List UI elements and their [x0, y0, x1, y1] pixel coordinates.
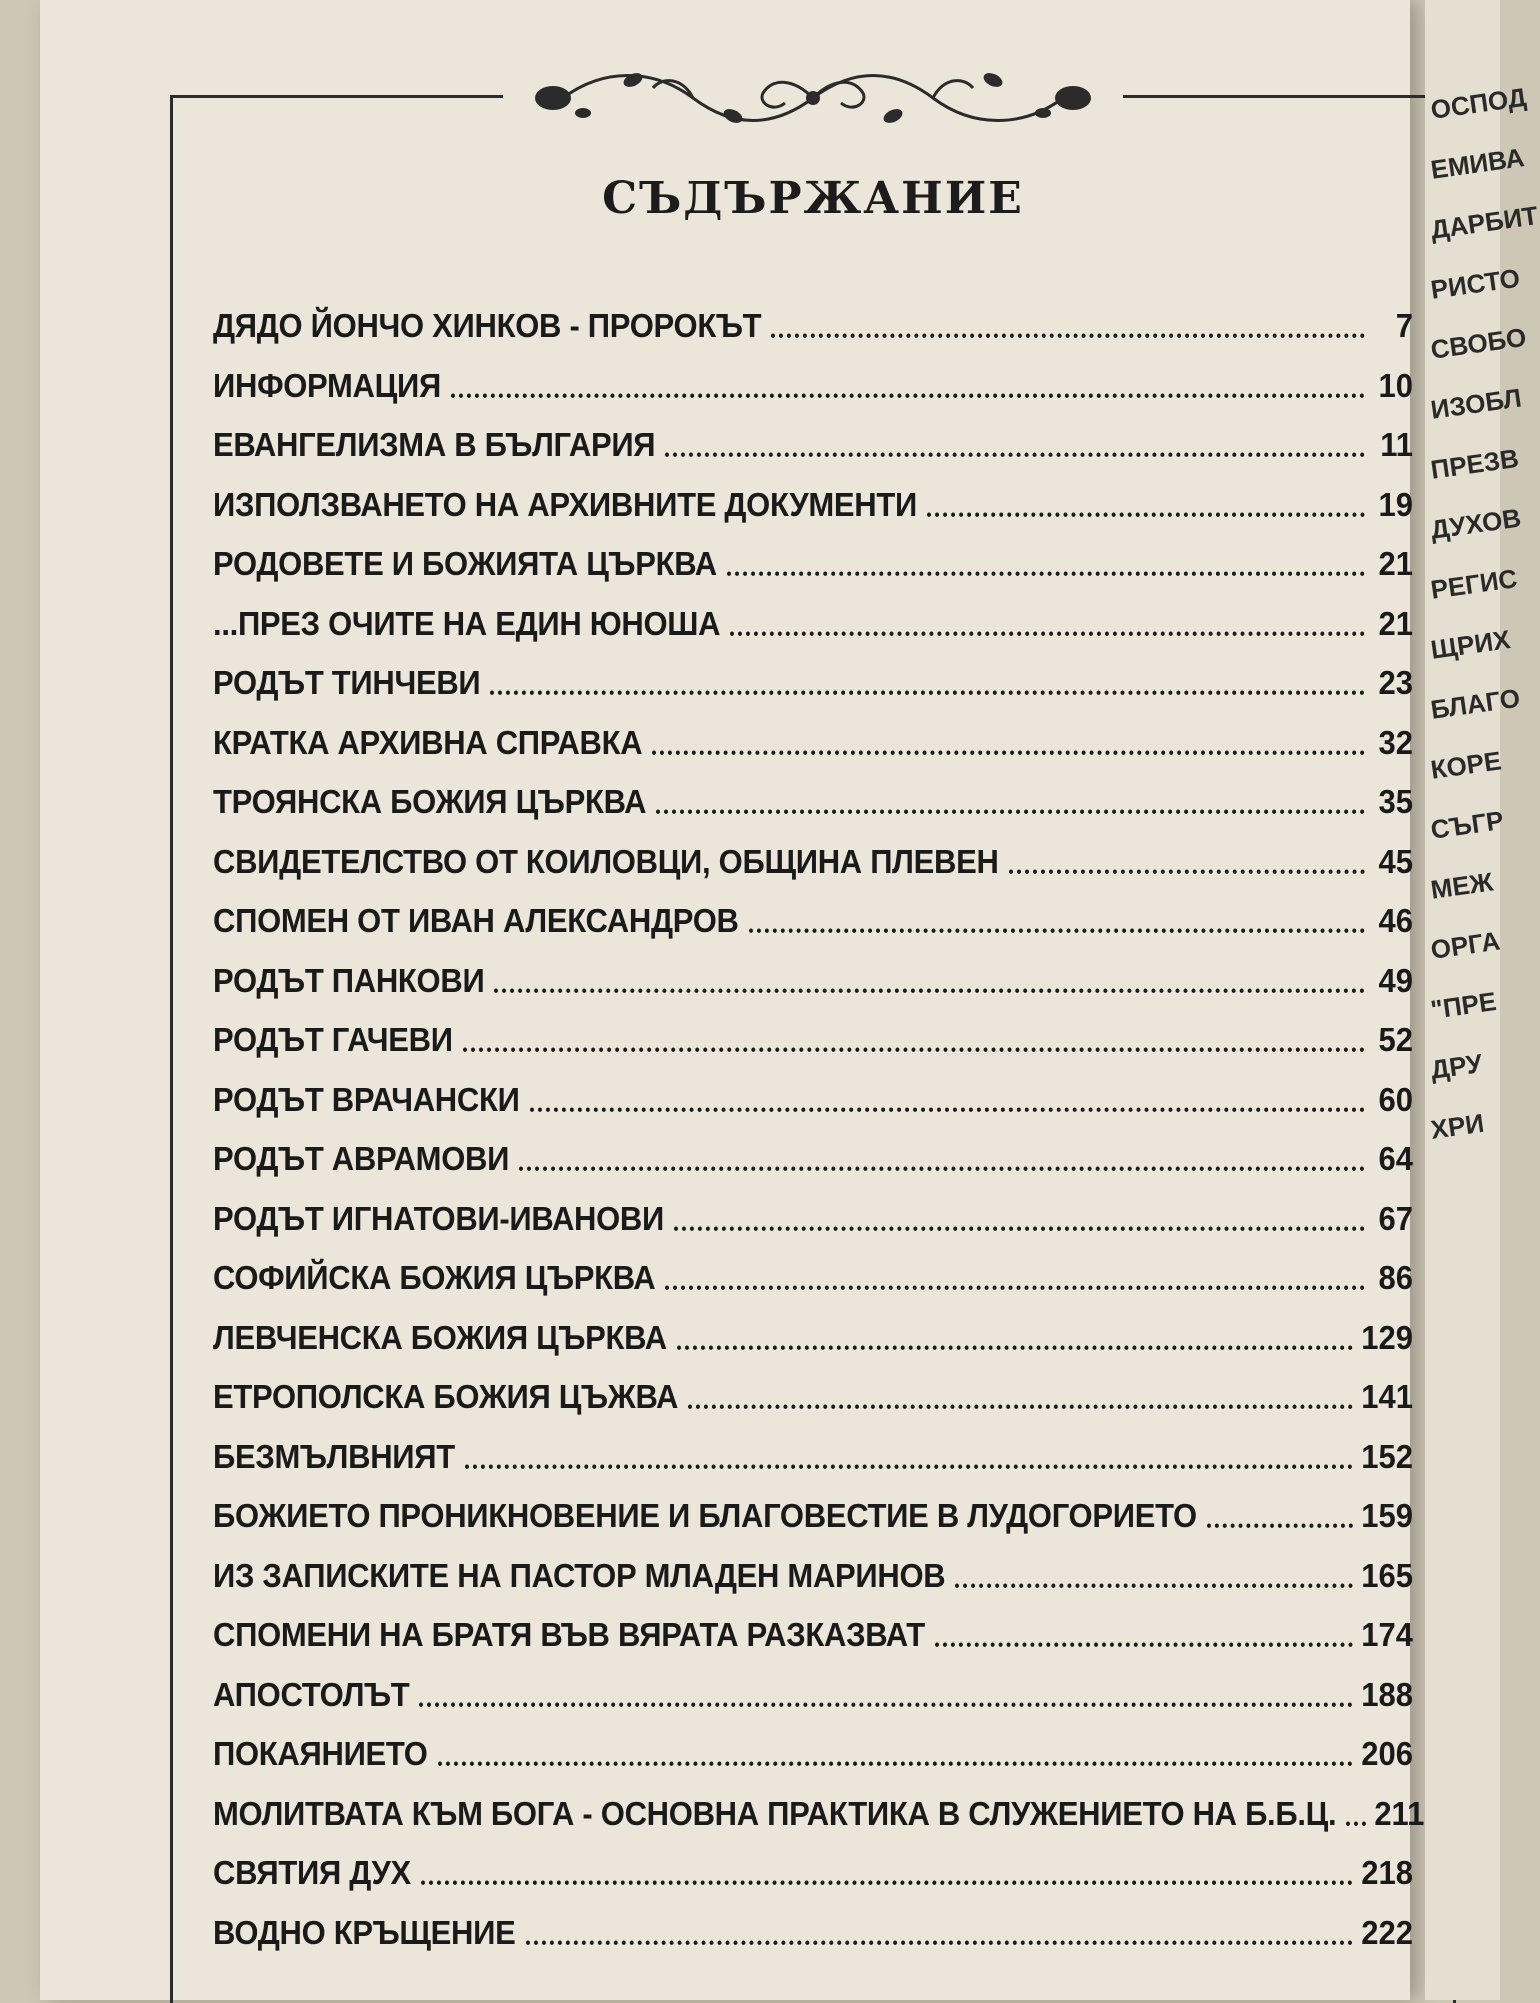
toc-entry-page-number: 141 — [1361, 1377, 1413, 1415]
floral-ornament-icon — [523, 58, 1103, 138]
toc-entry-page-number: 11 — [1380, 425, 1413, 463]
toc-entry-page-number: 222 — [1361, 1912, 1413, 1951]
toc-entry — [213, 1054, 1413, 1118]
toc-entry-title: ПОКАЯНИЕТО — [213, 1734, 428, 1772]
toc-entry-title: ИЗПОЛЗВАНЕТО НА АРХИВНИТЕ ДОКУМЕНТИ — [213, 484, 917, 523]
toc-leader-dots — [530, 1107, 1365, 1111]
toc-entry-title: ...ПРЕЗ ОЧИТЕ НА ЕДИН ЮНОША — [213, 603, 721, 642]
toc-leader-dots — [749, 928, 1365, 932]
toc-leader-dots — [665, 452, 1365, 456]
table-of-contents — [213, 283, 1425, 1951]
adjacent-page-text-fragment: ИЗОБЛ — [1428, 382, 1524, 425]
adjacent-page-text-fragment: КОРЕ — [1428, 745, 1504, 785]
adjacent-page-text-fragment: ДАРБИТ — [1428, 200, 1540, 245]
toc-entry-page-number: 152 — [1361, 1436, 1413, 1475]
toc-entry — [213, 1411, 1413, 1475]
toc-entry-page-number: 64 — [1378, 1139, 1413, 1177]
toc-entry-page-number: 10 — [1378, 365, 1413, 404]
adjacent-page-text-fragment: МЕЖ — [1428, 866, 1495, 905]
toc-entry-page-number: 21 — [1378, 603, 1413, 642]
adjacent-page-text-fragment: ХРИ — [1428, 1107, 1486, 1145]
toc-entry-title: СОФИЙСКА БОЖИЯ ЦЪРКВА — [213, 1258, 656, 1296]
book-page — [40, 0, 1425, 2000]
toc-leader-dots — [490, 690, 1365, 694]
toc-entry-page-number: 211 — [1374, 1793, 1425, 1832]
adjacent-page-text-fragment: ОРГА — [1428, 925, 1502, 965]
toc-leader-dots — [656, 809, 1365, 813]
toc-leader-dots — [730, 631, 1365, 635]
toc-leader-dots — [465, 1464, 1353, 1468]
toc-leader-dots — [463, 1047, 1365, 1051]
toc-entry-page-number: 60 — [1378, 1079, 1413, 1118]
toc-entry — [213, 1173, 1413, 1237]
toc-entry — [213, 1233, 1413, 1297]
toc-entry-title: БОЖИЕТО ПРОНИКНОВЕНИЕ И БЛАГОВЕСТИЕ В ЛУДОГОРИЕТО — [213, 1496, 1197, 1534]
toc-entry-page-number: 174 — [1361, 1615, 1413, 1653]
adjacent-page-text-fragment: СЪГР — [1428, 804, 1506, 845]
toc-entry — [213, 816, 1413, 880]
toc-leader-dots — [771, 333, 1365, 337]
toc-entry-title: СПОМЕН ОТ ИВАН АЛЕКСАНДРОВ — [213, 901, 739, 939]
toc-entry-title: ЛЕВЧЕНСКА БОЖИЯ ЦЪРКВА — [213, 1317, 667, 1356]
toc-entry — [213, 1709, 1413, 1773]
toc-leader-dots — [1346, 1821, 1366, 1825]
toc-entry — [213, 281, 1413, 345]
toc-entry — [213, 1471, 1413, 1535]
toc-entry-page-number: 188 — [1361, 1674, 1413, 1713]
toc-entry — [213, 340, 1413, 404]
toc-entry-page-number: 45 — [1378, 841, 1413, 880]
toc-entry-title: РОДЪТ АВРАМОВИ — [213, 1139, 510, 1177]
toc-entry-page-number: 35 — [1378, 782, 1413, 820]
toc-leader-dots — [688, 1404, 1353, 1408]
toc-leader-dots — [955, 1583, 1353, 1587]
toc-entry-page-number: 67 — [1378, 1198, 1413, 1237]
adjacent-page-edge — [1425, 0, 1540, 2000]
toc-entry-title: РОДЪТ ИГНАТОВИ-ИВАНОВИ — [213, 1198, 664, 1237]
toc-entry-page-number: 165 — [1361, 1555, 1413, 1594]
toc-leader-dots — [1207, 1523, 1353, 1527]
toc-leader-dots — [927, 512, 1365, 516]
toc-leader-dots — [438, 1761, 1354, 1765]
toc-leader-dots — [677, 1345, 1353, 1349]
toc-entry — [213, 935, 1413, 999]
toc-entry-title: ЕТРОПОЛСКА БОЖИЯ ЦЪЖВА — [213, 1377, 679, 1415]
toc-entry — [213, 1828, 1413, 1892]
toc-entry-title: ЕВАНГЕЛИЗМА В БЪЛГАРИЯ — [213, 425, 656, 463]
toc-entry-title: СВЯТИЯ ДУХ — [213, 1853, 411, 1891]
toc-entry-page-number: 52 — [1378, 1020, 1413, 1058]
toc-entry — [213, 1768, 1425, 1832]
adjacent-page-text-fragment: БЛАГО — [1428, 682, 1522, 725]
page-title: СЪДЪРЖАНИЕ — [602, 173, 1024, 224]
toc-entry — [213, 1114, 1413, 1178]
toc-entry-title: РОДЪТ ТИНЧЕВИ — [213, 663, 481, 701]
toc-entry-title: БЕЗМЪЛВНИЯТ — [213, 1436, 455, 1475]
toc-leader-dots — [421, 1880, 1353, 1884]
toc-entry — [213, 995, 1413, 1059]
toc-entry-title: РОДЪТ ГАЧЕВИ — [213, 1020, 453, 1058]
toc-leader-dots — [935, 1642, 1353, 1646]
toc-leader-dots — [494, 988, 1365, 992]
toc-entry-page-number: 206 — [1361, 1734, 1413, 1772]
adjacent-page-text-fragment: РЕГИС — [1428, 563, 1520, 605]
toc-leader-dots — [451, 393, 1365, 397]
toc-entry — [213, 578, 1413, 642]
toc-entry-title: КРАТКА АРХИВНА СПРАВКА — [213, 722, 643, 761]
toc-entry — [213, 400, 1413, 464]
toc-leader-dots — [674, 1226, 1365, 1230]
adjacent-page-text-fragment: РИСТО — [1428, 262, 1522, 305]
toc-entry-title: РОДОВЕТЕ И БОЖИЯТА ЦЪРКВА — [213, 544, 717, 582]
toc-leader-dots — [526, 1940, 1354, 1944]
toc-entry-title: ИНФОРМАЦИЯ — [213, 365, 441, 404]
toc-entry-page-number: 159 — [1361, 1496, 1413, 1534]
adjacent-page-text-fragment: ЩРИХ — [1428, 624, 1513, 665]
toc-entry — [213, 1292, 1413, 1356]
toc-entry-page-number: 86 — [1378, 1258, 1413, 1296]
toc-entry-title: РОДЪТ ВРАЧАНСКИ — [213, 1079, 520, 1118]
toc-entry — [213, 757, 1413, 821]
toc-entry-page-number: 21 — [1378, 544, 1413, 582]
toc-entry-title: АПОСТОЛЪТ — [213, 1674, 410, 1713]
toc-entry-page-number: 19 — [1378, 484, 1413, 523]
toc-entry — [213, 876, 1413, 940]
toc-leader-dots — [519, 1166, 1365, 1170]
toc-entry-title: СВИДЕТЕЛСТВО ОТ КОИЛОВЦИ, ОБЩИНА ПЛЕВЕН — [213, 841, 999, 880]
toc-entry — [213, 1590, 1413, 1654]
adjacent-page-text-fragment: "ПРЕ — [1428, 986, 1499, 1025]
toc-entry-title: ИЗ ЗАПИСКИТЕ НА ПАСТОР МЛАДЕН МАРИНОВ — [213, 1555, 946, 1594]
toc-leader-dots — [665, 1285, 1365, 1289]
toc-entry-page-number: 32 — [1378, 722, 1413, 761]
toc-entry-title: ВОДНО КРЪЩЕНИЕ — [213, 1912, 516, 1951]
adjacent-page-text-fragment: ЕМИВА — [1428, 142, 1527, 185]
adjacent-page-text-fragment: ДРУ — [1428, 1047, 1485, 1085]
toc-entry-title: МОЛИТВАТА КЪМ БОГА - ОСНОВНА ПРАКТИКА В СЛУЖЕНИЕТО НА Б.Б.Ц. — [213, 1793, 1337, 1832]
toc-entry-title: РОДЪТ ПАНКОВИ — [213, 960, 485, 999]
toc-entry — [213, 1530, 1413, 1594]
toc-entry — [213, 459, 1413, 523]
adjacent-page-text-fragment: ПРЕЗВ — [1428, 442, 1521, 485]
toc-entry-page-number: 23 — [1378, 663, 1413, 701]
toc-entry-page-number: 7 — [1395, 306, 1413, 344]
toc-entry — [213, 1352, 1413, 1416]
toc-entry — [213, 1887, 1413, 1951]
adjacent-page-text-fragment: ДУХОВ — [1428, 502, 1523, 545]
toc-entry — [213, 1649, 1413, 1713]
toc-entry-page-number: 49 — [1378, 960, 1413, 999]
toc-entry — [213, 697, 1413, 761]
toc-entry-title: ДЯДО ЙОНЧО ХИНКОВ - ПРОРОКЪТ — [213, 306, 762, 344]
toc-entry-title: ТРОЯНСКА БОЖИЯ ЦЪРКВА — [213, 782, 647, 820]
toc-entry-title: СПОМЕНИ НА БРАТЯ ВЪВ ВЯРАТА РАЗКАЗВАТ — [213, 1615, 925, 1653]
toc-leader-dots — [419, 1702, 1353, 1706]
adjacent-page-text-fragment: СВОБО — [1428, 321, 1529, 365]
toc-entry-page-number: 129 — [1361, 1317, 1413, 1356]
toc-entry-page-number: 46 — [1378, 901, 1413, 939]
toc-entry — [213, 638, 1413, 702]
toc-leader-dots — [652, 750, 1365, 754]
toc-leader-dots — [727, 571, 1365, 575]
toc-leader-dots — [1009, 869, 1365, 873]
toc-entry-page-number: 218 — [1361, 1853, 1413, 1891]
adjacent-page-text-fragment: ОСПОД — [1428, 81, 1529, 125]
toc-entry — [213, 519, 1413, 583]
page-border-frame — [170, 95, 1456, 2003]
